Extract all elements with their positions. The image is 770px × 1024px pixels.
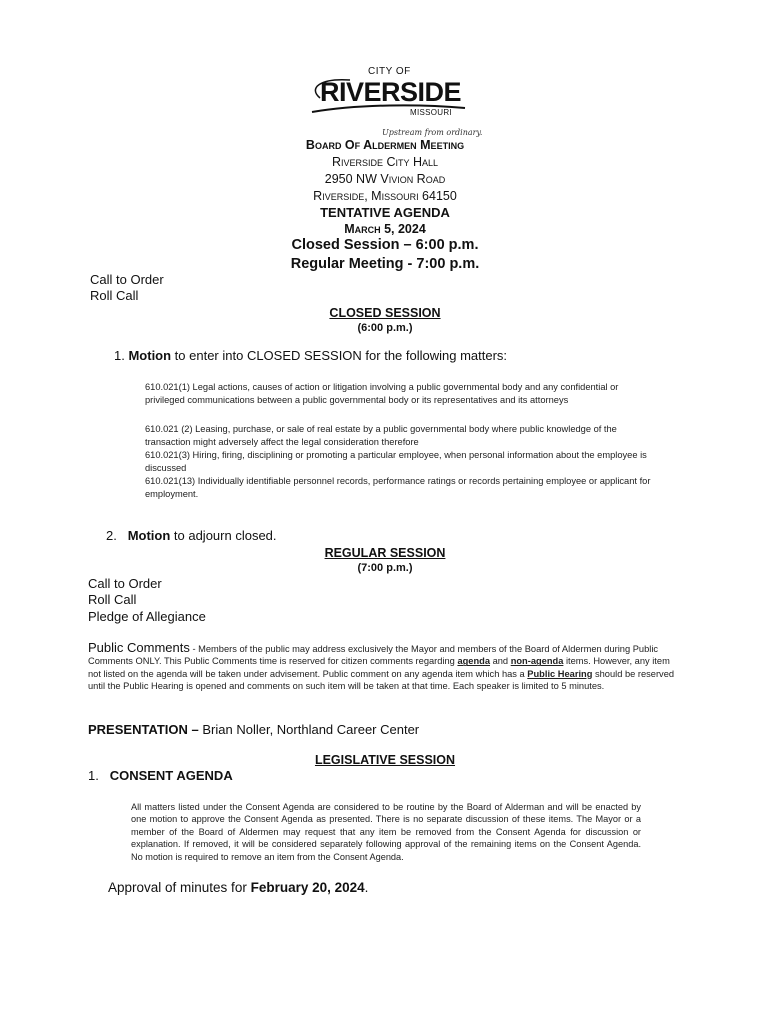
closed-session-time: Closed Session – 6:00 p.m. xyxy=(291,237,479,253)
logo-state: MISSOURI xyxy=(410,108,452,117)
statute-item: 610.021 (2) Leasing, purchase, or sale of real estate by a public governmental body where public knowledge of the transaction might adversely affect the legal consideration therefore xyxy=(145,424,617,447)
public-comments xyxy=(88,642,676,693)
regular-roll-call: Roll Call xyxy=(88,592,137,607)
meeting-address: 2950 NW Vivion Road xyxy=(324,172,446,186)
consent-agenda-heading xyxy=(88,768,233,783)
statute-item: 610.021(13) Individually identifiable personnel records, performance ratings or records pertaining employee or applicant for employment. xyxy=(145,476,651,499)
logo-city-of: CITY OF xyxy=(368,66,411,77)
public-comments-and: and xyxy=(490,656,511,667)
public-comments-text-3: should be reserved until the Public Hearing is opened and comments on such item will be taken at that time. Each speaker is limited to 5 minutes. xyxy=(88,668,675,692)
public-comments-text: Members of the public may address exclusively the Mayor and members of the Board of Aldermen during Public Comments ONLY. This Public Comments time is reserved for citizen comments regarding xyxy=(88,644,659,667)
closed-session-time-label: (6:00 p.m.) xyxy=(357,322,413,334)
call-to-order: Call to Order xyxy=(90,272,164,287)
presentation xyxy=(88,722,419,737)
closed-session-title: CLOSED SESSION xyxy=(329,306,441,320)
consent-agenda-body: All matters listed under the Consent Agenda are considered to be routine by the Board of Alderman and will be enacted by one motion to approve the Consent Agenda as presented. There is no separate discussion of these items. The Mayor or a member of the Board of Aldermen may request that any item be removed from the Consent Agenda for discussion or explanation. If removed, it will be considered separately following approval of the remaining items on the Consent Agenda. No motion is required to remove an item from the Consent Agenda. xyxy=(131,802,641,862)
pledge-of-allegiance: Pledge of Allegiance xyxy=(88,609,206,624)
logo-name: RIVERSIDE xyxy=(320,77,462,107)
motion-enter-closed xyxy=(114,348,507,363)
regular-session-time-label: (7:00 p.m.) xyxy=(357,562,413,574)
meeting-date: March 5, 2024 xyxy=(344,222,426,236)
approval-date: February 20, 2024 xyxy=(250,880,365,895)
meeting-city: Riverside, Missouri 64150 xyxy=(313,189,457,203)
motion-text: to adjourn closed. xyxy=(170,528,277,543)
motion-adjourn-closed xyxy=(106,528,277,543)
agenda-type: TENTATIVE AGENDA xyxy=(320,205,450,220)
city-logo xyxy=(290,60,483,137)
non-agenda-term: non-agenda xyxy=(510,656,564,667)
statute-item: 610.021(1) Legal actions, causes of action or litigation involving a public governmental body and any confidential or privileged communications between a public governmental body or its representatives and its attorneys xyxy=(145,382,619,405)
motion-number: 2. xyxy=(106,528,117,543)
roll-call: Roll Call xyxy=(90,288,139,303)
meeting-title: Board Of Aldermen Meeting xyxy=(305,138,465,152)
public-hearing-term: Public Hearing xyxy=(527,668,593,679)
public-comments-dash: - xyxy=(189,644,199,654)
approval-of-minutes xyxy=(108,880,368,895)
public-comments-label: Public Comments xyxy=(88,640,190,655)
approval-text: Approval of minutes for xyxy=(108,880,251,895)
meeting-location: Riverside City Hall xyxy=(331,155,439,169)
motion-text: to enter into CLOSED SESSION for the following matters: xyxy=(171,348,508,363)
presentation-label: PRESENTATION – xyxy=(88,722,203,737)
consent-title: CONSENT AGENDA xyxy=(109,768,233,783)
agenda-term: agenda xyxy=(457,656,490,667)
consent-number: 1. xyxy=(88,768,99,783)
regular-meeting-time: Regular Meeting - 7:00 p.m. xyxy=(290,256,480,272)
legislative-session-title: LEGISLATIVE SESSION xyxy=(314,753,456,767)
regular-session-title: REGULAR SESSION xyxy=(324,546,446,560)
public-comments-text-2: items. However, any item not listed on the agenda will be taken under advisement. Public comment on any agenda item which has a xyxy=(88,656,670,679)
logo-tagline: Upstream from ordinary. xyxy=(382,128,483,137)
motion-number: 1. xyxy=(114,348,125,363)
motion-label: Motion xyxy=(127,528,171,543)
approval-end: . xyxy=(364,880,369,895)
regular-call-to-order: Call to Order xyxy=(88,576,162,591)
statute-item: 610.021(3) Hiring, firing, disciplining or promoting a particular employee, when personal information about the employee is discussed xyxy=(145,450,647,473)
presentation-text: Brian Noller, Northland Career Center xyxy=(202,722,420,737)
motion-label: Motion xyxy=(128,348,172,363)
